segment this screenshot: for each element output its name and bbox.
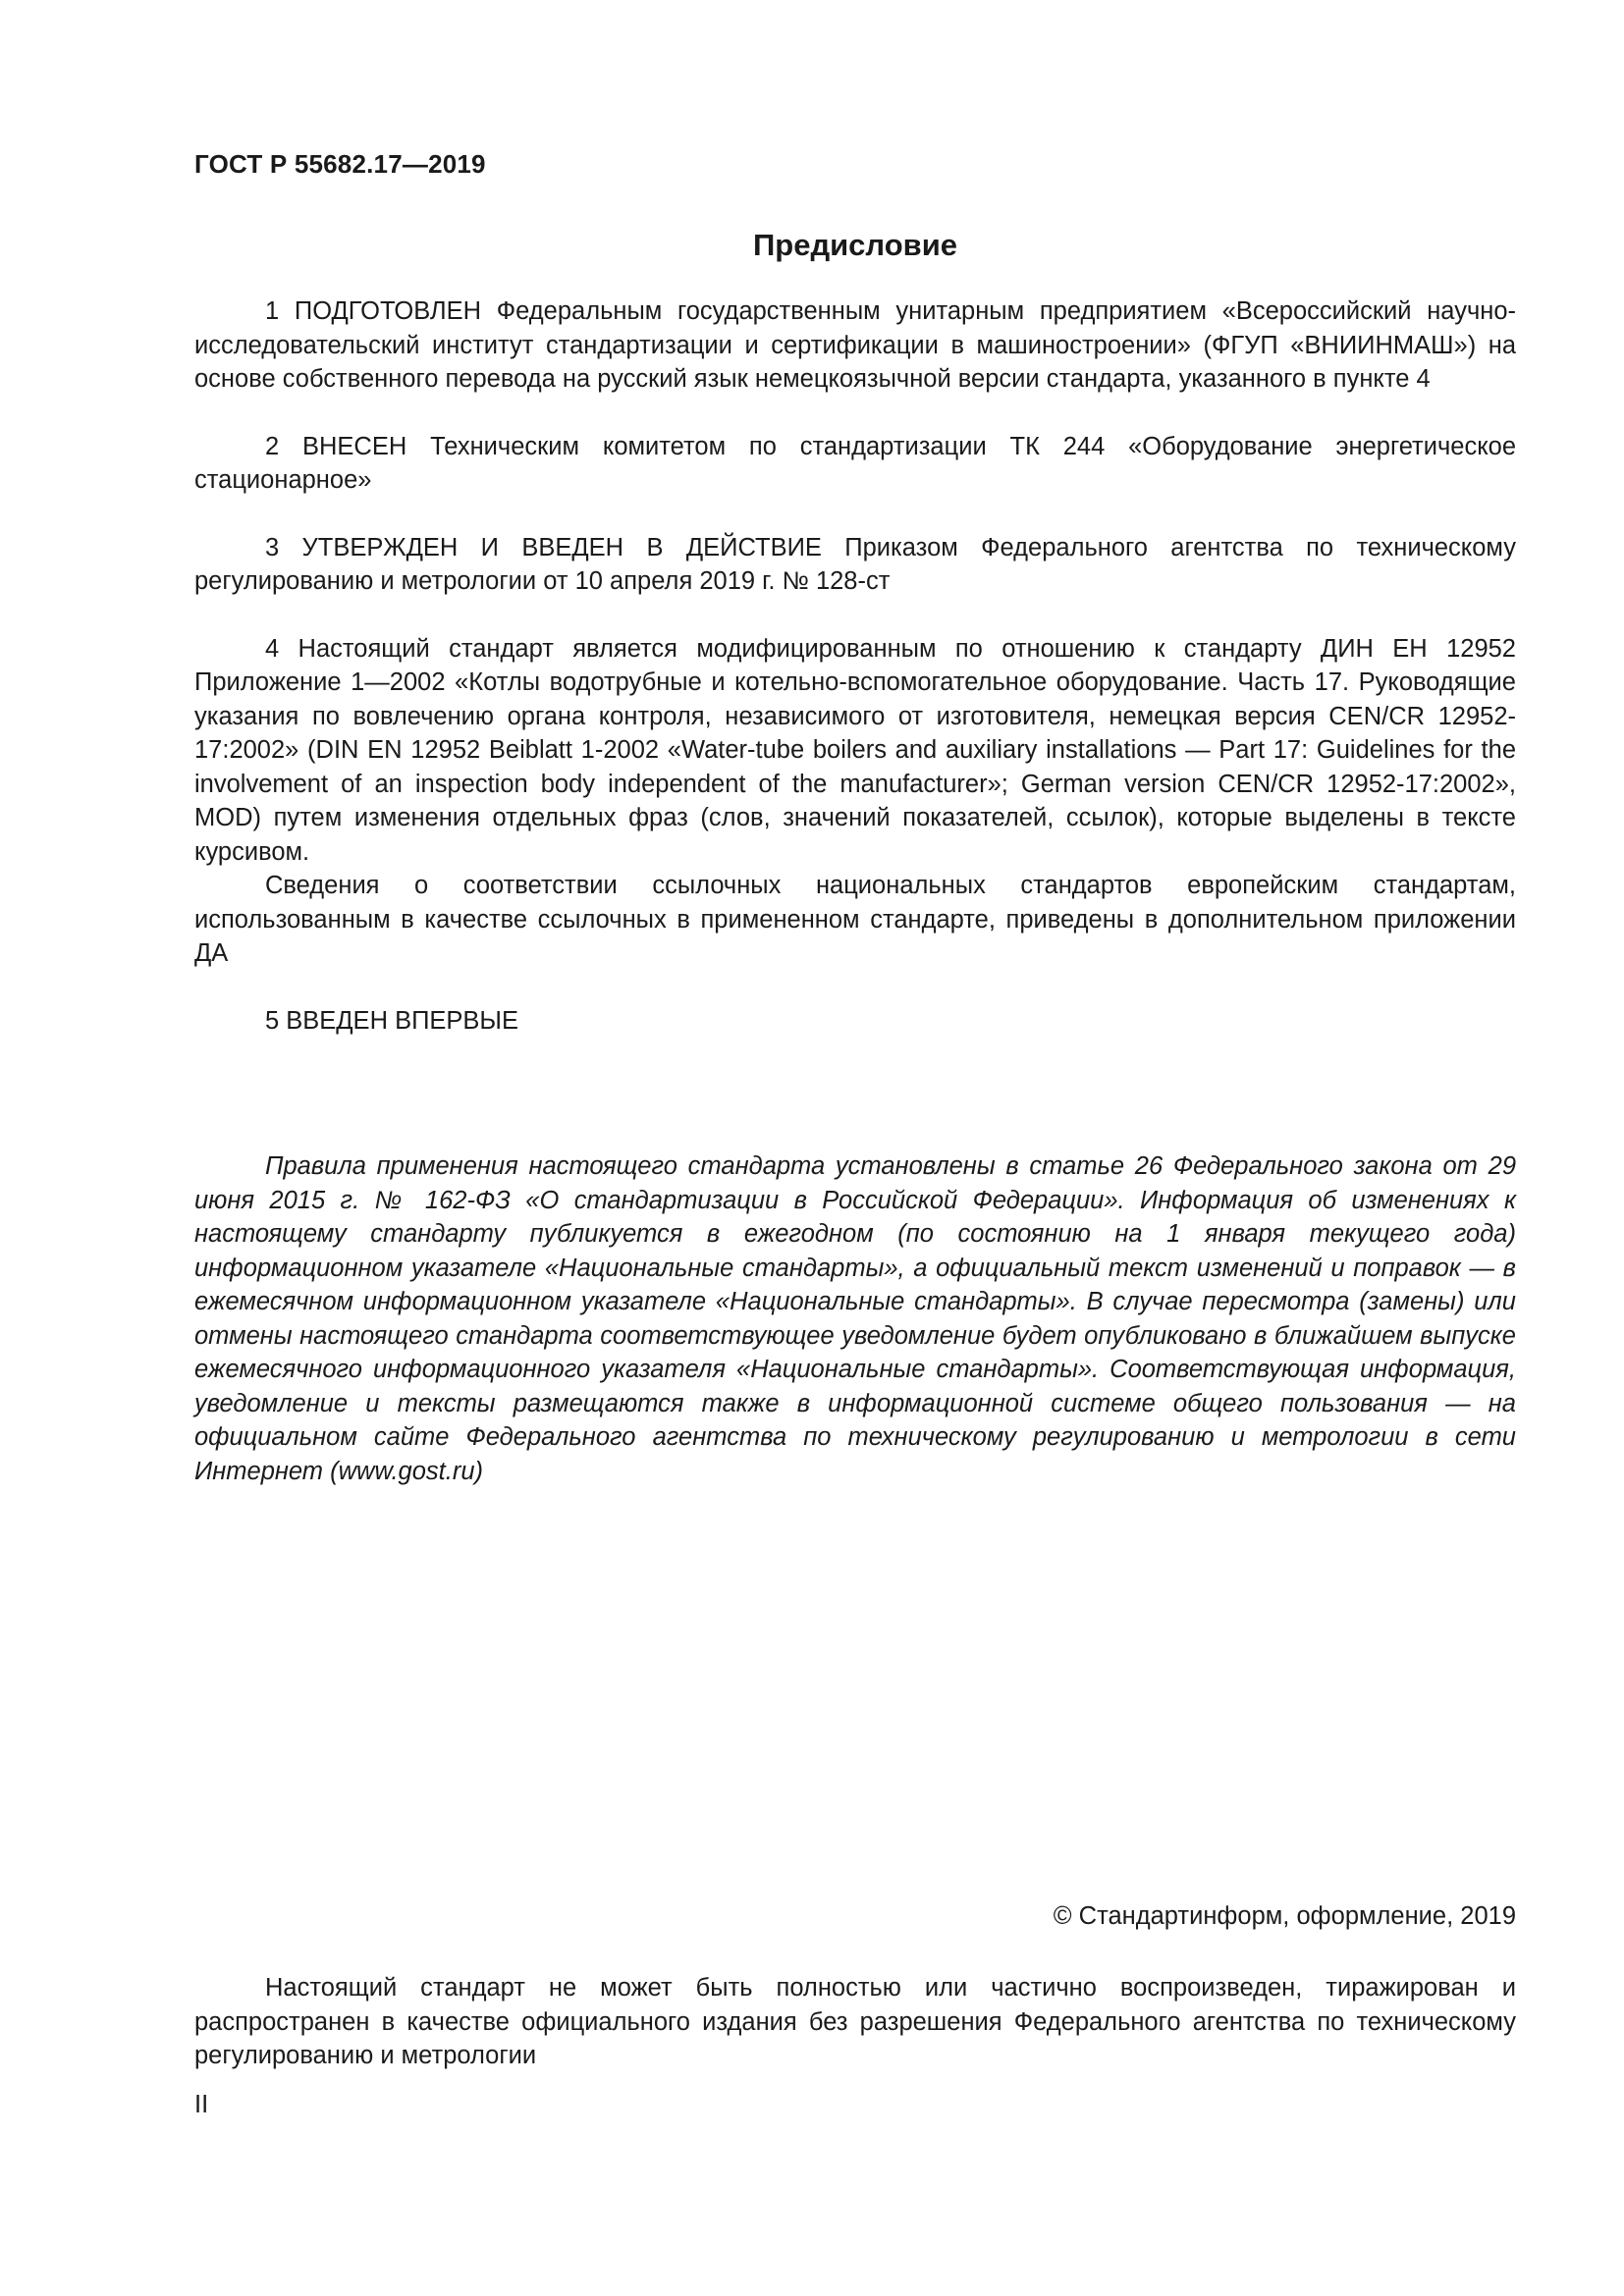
preface-item-4-note: Сведения о соответствии ссылочных национальных стандартов европейским стандартам, использованным в качестве ссылочных в примененном стандарте, приведены в дополнительном приложении ДА bbox=[194, 872, 1516, 967]
preface-title: Предисловие bbox=[752, 228, 957, 262]
preface-item-1: 1 ПОДГОТОВЛЕН Федеральным государственным унитарным предприятием «Всероссийский научно-исследовательский институт стандартизации и сертификации в машиностроении» (ФГУП «ВНИИНМАШ») на основе собственного перевода на русский язык немецкоязычной версии стандарта, указанного в пункте 4 bbox=[194, 297, 1516, 393]
preface-item-2: 2 ВНЕСЕН Техническим комитетом по стандартизации ТК 244 «Оборудование энергетическое стационарное» bbox=[194, 432, 1516, 494]
preface-item-5: 5 ВВЕДЕН ВПЕРВЫЕ bbox=[265, 1006, 519, 1035]
preface-item-4: 4 Настоящий стандарт является модифицированным по отношению к стандарту ДИН ЕН 12952 Приложение 1—2002 «Котлы водотрубные и котельно-вспомогательное оборудование. Часть 17. Руководящие указания по вовлечению органа контроля, независимого от изготовителя, немецкая версия CEN/CR 12952-17:2002» (DIN EN 12952 Beiblatt 1-2002 «Water-tube boilers and auxiliary installations — Part 17: Guidelines for the involvement of an inspection body independent of the manufacturer»; German version CEN/CR 12952-17:2002», MOD) путем изменения отдельных фраз (слов, значений показателей, ссылок), которые выделены в тексте курсивом. bbox=[194, 634, 1516, 866]
page-number: II bbox=[194, 2091, 209, 2118]
preface-body bbox=[194, 294, 1516, 1071]
reproduction-notice: Настоящий стандарт не может быть полностью или частично воспроизведен, тиражирован и распространен в качестве официального издания без разрешения Федерального агентства по техническому регулированию и метрологии bbox=[194, 1974, 1516, 2069]
document-code-header: ГОСТ Р 55682.17—2019 bbox=[194, 149, 486, 179]
copyright-line: © Стандартинформ, оформление, 2019 bbox=[1053, 1902, 1516, 1930]
application-rules-note: Правила применения настоящего стандарта установлены в статье 26 Федерального закона от 29 июня 2015 г. № 162-ФЗ «О стандартизации в Российской Федерации». Информация об изменениях к настоящему стандарту публикуется в ежегодном (по состоянию на 1 января текущего года) информационном указателе «Национальные стандарты», а официальный текст изменений и поправок — в ежемесячном информационном указателе «Национальные стандарты». В случае пересмотра (замены) или отмены настоящего стандарта соответствующее уведомление будет опубликовано в ближайшем выпуске ежемесячного информационного указателя «Национальные стандарты». Соответствующая информация, уведомление и тексты размещаются также в информационной системе общего пользования — на официальном сайте Федерального агентства по техническому регулированию и метрологии в сети Интернет (www.gost.ru) bbox=[194, 1152, 1516, 1485]
preface-item-3: 3 УТВЕРЖДЕН И ВВЕДЕН В ДЕЙСТВИЕ Приказом Федерального агентства по техническому регулированию и метрологии от 10 апреля 2019 г. № 128-ст bbox=[194, 533, 1516, 595]
